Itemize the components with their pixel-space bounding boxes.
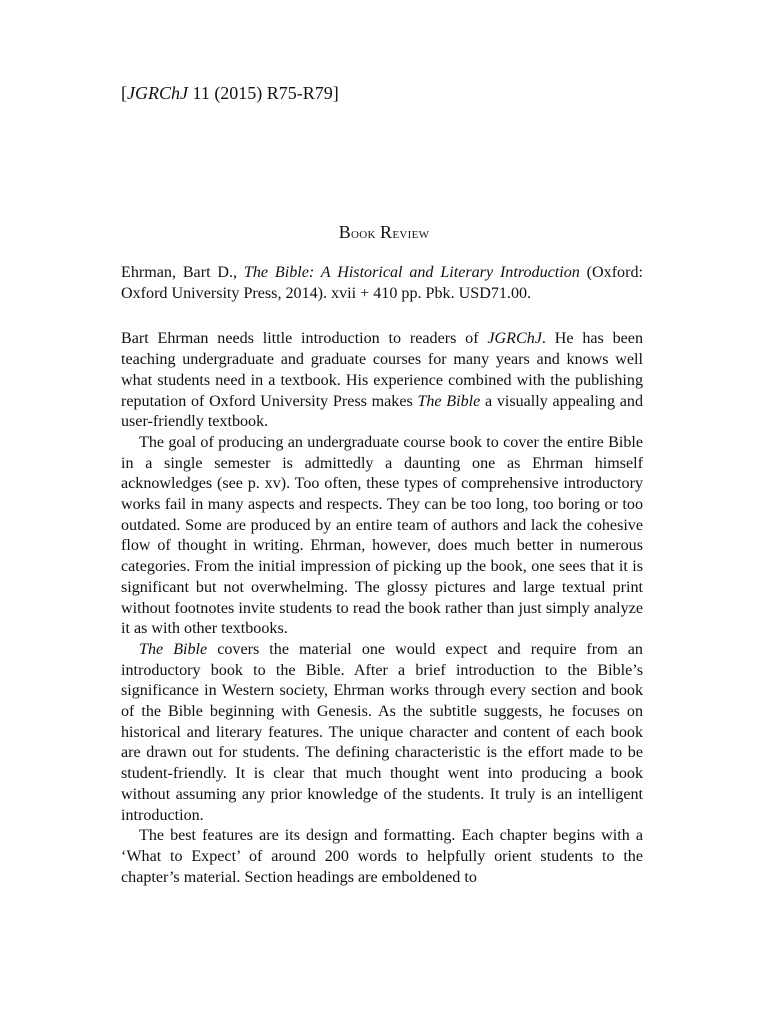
paragraph-1-text-b: . He has been teaching undergraduate and graduate courses for many years and knows well what students need in a textbook. His experience combined with the publishing reputation of Oxford University Press makes xyxy=(121,330,643,410)
paragraph-1-text-a: Bart Ehrman needs little introduction to readers of xyxy=(121,330,488,348)
paragraph-3 xyxy=(121,640,643,826)
paragraph-1-text-c: a visually appealing and user-friendly textbook. xyxy=(121,392,644,431)
paragraph-4: The best features are its design and formatting. Each chapter begins with a ‘What to Expect’ of around 200 words to helpfully orient students to the chapter’s material. Section headings are emboldened to xyxy=(121,827,643,886)
biblio-details: (Oxford: Oxford University Press, 2014). xvii + 410 pp. Pbk. USD71.00. xyxy=(121,264,643,302)
section-title-rest-1: ook xyxy=(351,225,381,242)
bibliographic-entry xyxy=(121,263,643,304)
section-title-initial-1: B xyxy=(338,222,351,242)
review-body xyxy=(121,263,643,888)
journal-citation xyxy=(121,82,339,104)
section-title-initial-2: R xyxy=(380,222,393,242)
paragraph-1-book-title: The Bible xyxy=(417,392,481,410)
section-title xyxy=(0,222,768,244)
citation-journal-name: JGRChJ xyxy=(127,83,188,103)
paragraph-1 xyxy=(121,329,643,433)
paragraph-1-journal: JGRChJ xyxy=(487,330,542,348)
paragraph-3-book-title: The Bible xyxy=(139,640,208,658)
paragraph-3-text: covers the material one would expect and require from an introductory book to the Bible. After a brief introduction to the Bible’s significance in Western society, Ehrman works through every section and book of the Bible beginning with Genesis. As the subtitle suggests, he focuses on historical and literary features. The unique character and content of each book are drawn out for students. The defining characteristic is the effort made to be student-friendly. It is clear that much thought went into producing a book without assuming any prior knowledge of the students. It truly is an intelligent introduction. xyxy=(121,640,643,824)
citation-volume-pages: 11 (2015) R75-R79] xyxy=(187,83,339,103)
paragraph-2: The goal of producing an undergraduate course book to cover the entire Bible in a single semester is admittedly a daunting one as Ehrman himself acknowledges (see p. xv). Too often, these types of comprehensive introductory works fail in many aspects and respects. They can be too long, too boring or too outdated. Some are produced by an entire team of authors and lack the cohesive flow of thought in writing. Ehrman, however, does much better in numerous categories. From the initial impression of picking up the book, one sees that it is significant but not overwhelming. The glossy pictures and large textual print without footnotes invite students to read the book rather than just simply analyze it as with other textbooks. xyxy=(121,433,643,638)
biblio-author: Ehrman, Bart D., xyxy=(121,264,244,281)
section-title-rest-2: eview xyxy=(392,225,430,242)
biblio-title: The Bible: A Historical and Literary Introduction xyxy=(243,264,580,281)
citation-open-bracket: [ xyxy=(121,83,127,103)
